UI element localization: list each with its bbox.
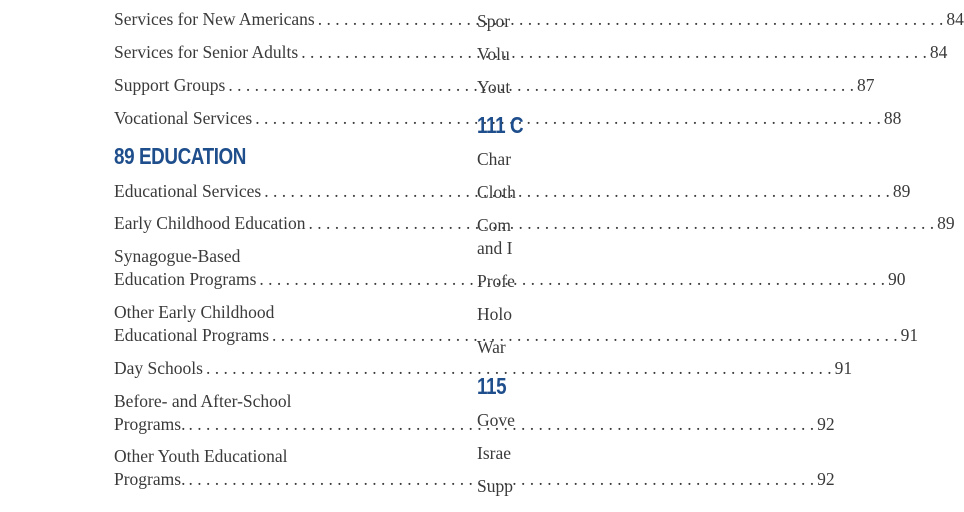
toc-entry-cropped: Volu [477, 44, 510, 64]
toc-entry-cropped: Char [477, 149, 512, 169]
toc-entry [114, 357, 853, 380]
toc-entry-page: 89 [937, 213, 955, 233]
toc-entry-title-line-2: Educational Programs [114, 325, 270, 345]
toc-entry-cropped: and I [477, 238, 513, 258]
dot-leader [255, 107, 881, 130]
toc-entry-page: 84 [946, 9, 964, 29]
dot-leader [228, 74, 854, 97]
toc-entry-title-line-2: Education Programs [114, 269, 257, 289]
toc-entry-title-line-2: Programs. [114, 469, 186, 489]
dot-leader [272, 324, 898, 347]
toc-entry-title: Day Schools [114, 358, 203, 378]
toc-entry-cropped: Supp [477, 476, 513, 496]
toc-entry-cropped: Profe [477, 271, 515, 291]
toc-entry-title: Support Groups [114, 75, 226, 95]
toc-entry-cropped: Cloth [477, 182, 516, 202]
toc-entry-page: 84 [929, 42, 948, 62]
toc-entry-title-line-1: Other Youth Educational [114, 446, 288, 466]
toc-entry-title-line-1: Other Early Childhood [114, 302, 275, 322]
toc-entry-cropped: Holo [477, 304, 512, 324]
toc-entry-title: Educational Services [114, 181, 262, 201]
toc-entry-title: Early Childhood Education [114, 213, 306, 233]
toc-entry-cropped: Spor [477, 11, 511, 31]
toc-entry-cropped: Gove [477, 410, 515, 430]
toc-entry-cropped: Israe [477, 443, 512, 463]
toc-entry-title-line-2: Programs. [114, 414, 186, 434]
dot-leader [206, 357, 832, 380]
toc-entry-page: 88 [883, 108, 902, 128]
section-heading-cropped: 115 [477, 373, 507, 399]
toc-entry-page: 87 [856, 75, 875, 95]
toc-entry-title: Services for Senior Adults [114, 42, 299, 62]
toc-entry-page: 92 [817, 414, 835, 434]
toc-entry-cropped: War [477, 337, 506, 357]
toc-entry-cropped: Yout [477, 77, 511, 97]
section-heading-education: 89 EDUCATION [114, 143, 247, 169]
toc-entry-title: Vocational Services [114, 108, 253, 128]
dot-leader [301, 41, 927, 64]
toc-entry-page: 89 [892, 181, 911, 201]
dot-leader [264, 180, 890, 203]
dot-leader [309, 212, 935, 235]
dot-leader [259, 268, 885, 291]
toc-entry-cropped: Com [477, 215, 512, 235]
dot-leader [318, 8, 944, 31]
toc-entry-page: 92 [817, 469, 835, 489]
toc-entry-page: 90 [888, 269, 906, 289]
toc-entry-title-line-1: Synagogue-Based [114, 246, 241, 266]
section-heading-cropped: 111 C [477, 112, 524, 138]
toc-entry-page: 91 [834, 358, 853, 378]
toc-entry-title: Services for New Americans [114, 9, 315, 29]
toc-entry-page: 91 [900, 325, 919, 345]
toc-entry-title-line-1: Before- and After-School [114, 391, 292, 411]
